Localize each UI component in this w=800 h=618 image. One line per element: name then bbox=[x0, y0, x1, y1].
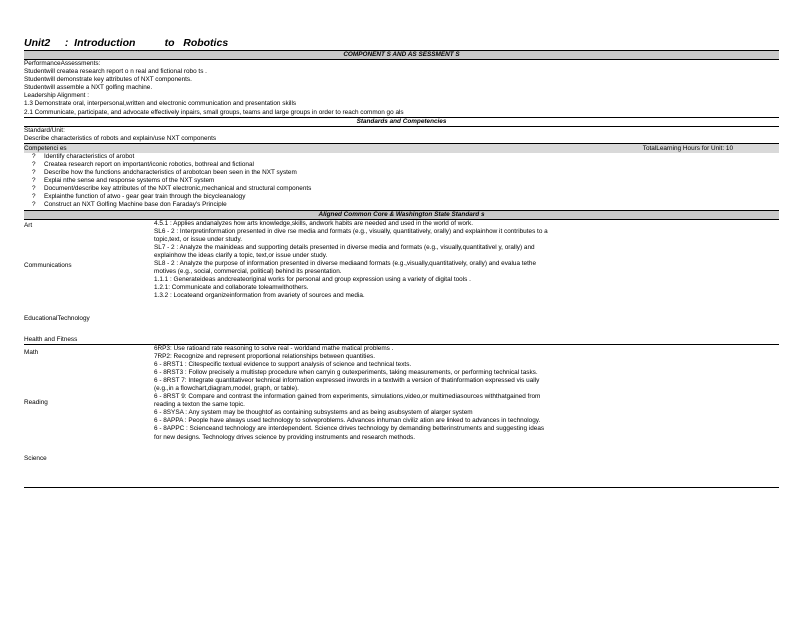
standard-line: 6 - 8RST 7: Integrate quantitativeor technical information expressed inwords in a textwith a version of thatinformation expressed vis ually bbox=[154, 376, 540, 384]
list-item: ? Document/describe key attributes of the NXT electronic,mechanical and structural components bbox=[32, 185, 312, 193]
leadership-label: Leadership Alignment : bbox=[24, 92, 90, 100]
bullet-icon: ? bbox=[32, 177, 36, 185]
components-header: COMPONENT S AND AS SESSMENT S bbox=[24, 50, 779, 59]
bullet-icon: ? bbox=[32, 152, 36, 160]
standard-line: 6RP3: Use ratioand rate reasoning to solve real - worldand mathe matical problems . bbox=[154, 344, 394, 352]
subject-science: Science bbox=[24, 454, 47, 462]
competencies-label: Competenci es bbox=[24, 144, 67, 152]
subject-communications: Communications bbox=[24, 261, 72, 269]
subject-health-fitness: Health and Fitness bbox=[24, 335, 78, 343]
standard-line: 6 - 8RST1 : Citespecific textual evidence to support analysis of science and technical texts. bbox=[154, 360, 412, 368]
standard-line: SL7 - 2 : Analyze the mainideas and supporting details presented in diverse media and formats (e.g., visually,quantitativel y, orally) and bbox=[154, 243, 535, 251]
performance-assessments bbox=[24, 59, 779, 117]
standard-line: for new designs. Technology drives science by providing instruments and research methods. bbox=[154, 433, 415, 441]
competencies-list bbox=[24, 153, 779, 210]
standard-line: 7RP2: Recognize and represent proportional relationships between quantities. bbox=[154, 352, 375, 360]
standard-line: SL8 - 2 : Analyze the purpose of information presented in diverse mediaand formats (e.g.,visually,quantitatively, orally) and evalua tethe bbox=[154, 259, 536, 267]
subject-reading: Reading bbox=[24, 398, 48, 406]
bullet-icon: ? bbox=[32, 193, 36, 201]
list-item: ? Identify characteristics of arobot bbox=[32, 152, 135, 160]
standards-section-a bbox=[24, 219, 779, 344]
list-item: ? Construct an NXT Golfing Machine base don Faraday's Principle bbox=[32, 201, 227, 209]
list-item: ? Createa research report on important/iconic robotics, bothreal and fictional bbox=[32, 160, 254, 168]
competencies-header bbox=[24, 144, 779, 153]
standard-line: 4.5.1 : Applies andanalyzes how arts knowledge,skills, andwork habits are needed and used in the world of work. bbox=[154, 219, 474, 227]
curriculum-document bbox=[24, 36, 779, 488]
standard-unit bbox=[24, 126, 779, 143]
bullet-icon: ? bbox=[32, 160, 36, 168]
subject-educational-technology: EducationalTechnology bbox=[24, 314, 90, 322]
standard-line: (e.g.,in a flowchart,diagram,model, graph, or table). bbox=[154, 384, 299, 392]
standards-bar: Standards and Competencies bbox=[24, 117, 779, 126]
standard-unit-label: Standard/Unit: bbox=[24, 126, 65, 134]
bullet-icon: ? bbox=[32, 201, 36, 209]
standard-line: motives (e.g., social, commercial, political) behind its presentation. bbox=[154, 268, 342, 276]
total-learning-hours: TotalLearning Hours for Unit: 10 bbox=[642, 144, 733, 152]
list-item: ? Explainthe function of atwo - gear gear train through the bicycleanalogy bbox=[32, 193, 246, 201]
performance-header: PerformanceAssessments: bbox=[24, 60, 101, 67]
bullet-icon: ? bbox=[32, 185, 36, 193]
bullet-icon: ? bbox=[32, 169, 36, 177]
list-item: ? Explai nthe sense and response systems of the NXT system bbox=[32, 177, 215, 185]
standard-line: SL6 - 2 : Interpretinformation presented in dive rse media and formats (e.g., visually, quantitatively, orally) and explainhow it contributes to a bbox=[154, 227, 548, 235]
standard-line: topic,text, or issue under study. bbox=[154, 235, 242, 243]
standard-line: 1.2.1: Communicate and collaborate toleamwithothers. bbox=[154, 284, 309, 292]
standards-section-b bbox=[24, 344, 779, 488]
standard-line: 1.3.2 : Locateand organizeinformation from avariety of sources and media. bbox=[154, 292, 365, 300]
subject-art: Art bbox=[24, 221, 33, 229]
standard-unit-text: Describe characteristics of robots and explain/use NXT components bbox=[24, 134, 217, 142]
performance-line: Studentwill createa research report o n real and fictional robo ts . bbox=[24, 68, 207, 76]
standard-line: 6 - 8RST 9: Compare and contrast the information gained from experiments, simulations,video,or multimediasources withthatgained from bbox=[154, 393, 541, 401]
leadership-line: 1.3 Demonstrate oral, interpersonal,written and electronic communication and presentation skills bbox=[24, 100, 297, 108]
competencies bbox=[24, 143, 779, 210]
standard-line: 1.1.1 : Generateideas andcreateoriginal works for personal and group expression using a variety of digital tools . bbox=[154, 276, 471, 284]
performance-line: Studentwill demonstrate key attributes of NXT components. bbox=[24, 76, 192, 84]
standard-line: 6 - 8SYSA : Any system may be thoughtof as containing subsystems and as being asubsystem of alarger system bbox=[154, 409, 473, 417]
standard-line: reading a texton the same topic. bbox=[154, 401, 245, 409]
standard-line: 6 - 8APPA : People have always used technology to solveproblems. Advances inhuman civiliz ation are linked to advances in technology. bbox=[154, 417, 541, 425]
subject-math: Math bbox=[24, 348, 39, 356]
standards-text-a bbox=[154, 220, 779, 301]
performance-line: Studentwill assemble a NXT golfing machine. bbox=[24, 84, 153, 92]
unit-title: Unit2 : Introduction to Robotics bbox=[24, 37, 229, 49]
aligned-standards-bar: Aligned Common Core & Washington State Standard s bbox=[24, 210, 779, 219]
list-item: ? Describe how the functions andcharacteristics of arobotcan been seen in the NXT system bbox=[32, 169, 297, 177]
standard-line: explainhow the ideas clarify a topic, text,or issue under study. bbox=[154, 251, 328, 259]
standard-line: 6 - 8RST3 : Follow precisely a multistep procedure when carryin g outexperiments, taking measurements, or performing technical tasks. bbox=[154, 368, 538, 376]
leadership-line: 2.1 Communicate, participate, and advocate effectively inpairs, small groups, teams and large groups in order to reach common go als bbox=[24, 108, 404, 116]
standards-text-b bbox=[154, 345, 779, 442]
standard-line: 6 - 8APPC : Scienceand technology are interdependent. Science drives technology by demanding betterinstruments and suggesting ideas bbox=[154, 425, 545, 433]
